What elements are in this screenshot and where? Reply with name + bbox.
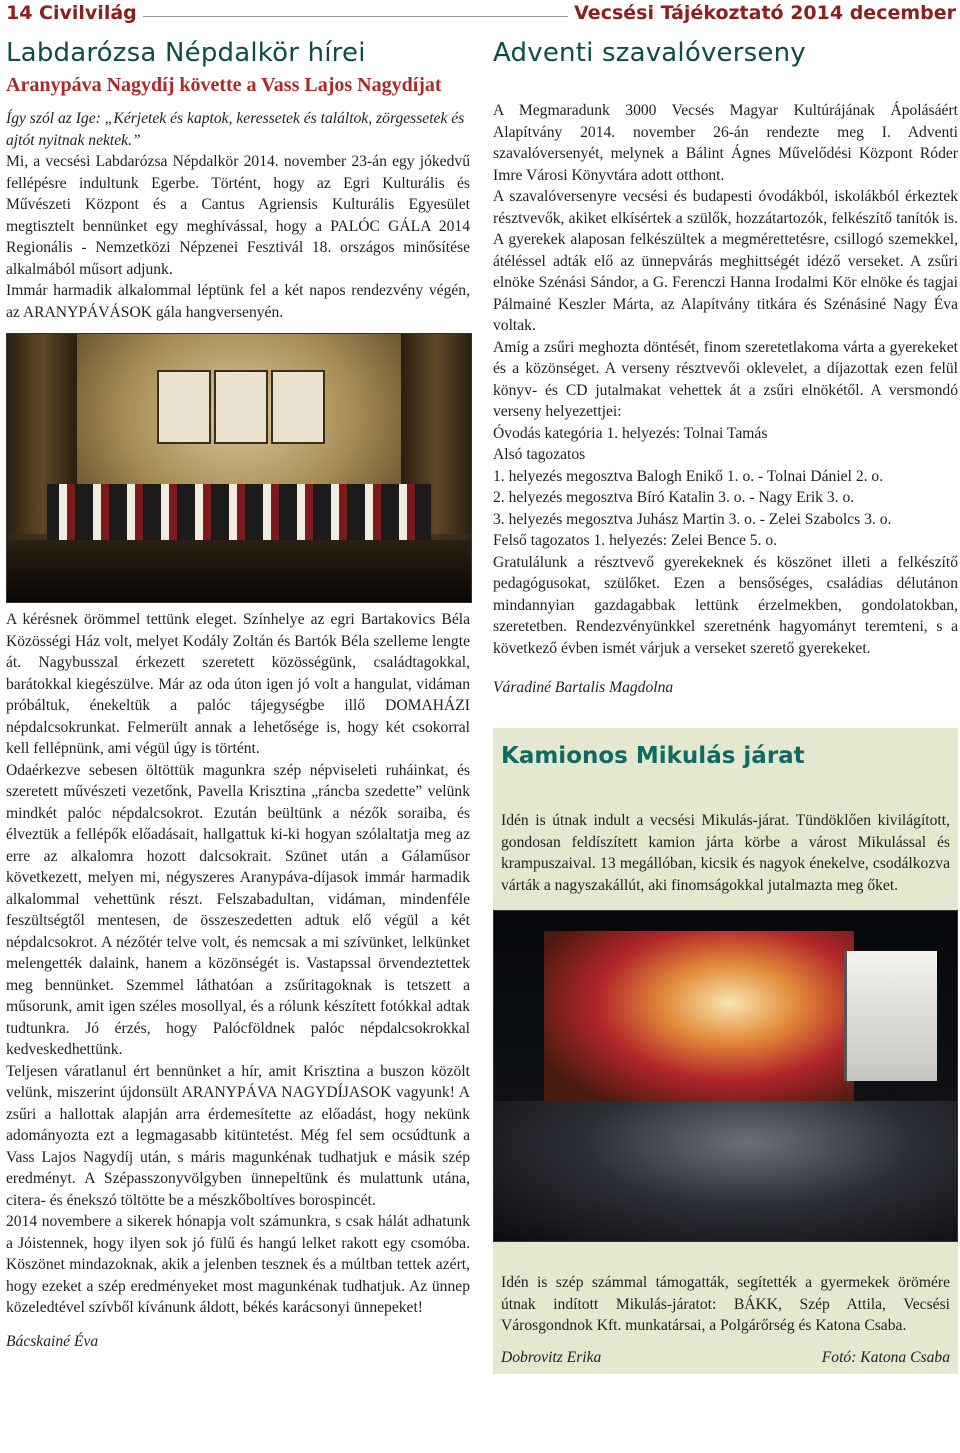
article-paragraph: A Megmaradunk 3000 Vecsés Magyar Kultúrájának Ápolásáért Alapítvány 2014. november 26-án rendezte meg I. Adventi szavalóversenyét, melynek a Bálint Ágnes Művelődési Központ Róder Imre Városi Könyvtára adott otthont. (493, 102, 958, 184)
result-line: 3. helyezés megosztva Juhász Martin 3. o. - Zelei Szabolcs 3. o. (493, 510, 892, 528)
photo-credit: Fotó: Katona Csaba (821, 1348, 950, 1366)
article-paragraph: A kérésnek örömmel tettünk eleget. Színhelye az egri Bartakovics Béla Közösségi Ház volt, melyet Kodály Zoltán és Bartók Béla szelleme lengte át. Nagybusszal érkezett szeretett közösségünk, családtagokkal, barátokkal kiegészülve. Már az oda úton igen jó volt a hangulat, vidáman próbáltuk, énekeltük a palóc tájegységbe illő DOMAHÁZI népdalcsokrunkat. Felmerült annak a lehetősége is, hogy két csokorral kell fellépnünk, ami végül úgy is történt. (6, 611, 470, 757)
box-paragraph: Idén is útnak indult a vecsési Mikulás-járat. Tündöklően kivilágított, gondosan feldíszített kamion járta körbe a várost Mikulással és krampuszaival. 13 megállóban, kicsik és nagyok énekelve, csodálkozva várták a nagyszakállút, aki finomságokkal jutalmazta meg őket. (501, 812, 950, 894)
stage-poster (157, 370, 211, 444)
article-title: Adventi szavalóverseny (493, 38, 806, 68)
bible-quote: Így szól az Ige: „Kérjetek és kaptok, keressetek és találtok, zörgessetek és ajtót nyitnak nektek.” (6, 110, 465, 149)
result-line: Felső tagozatos 1. helyezés: Zelei Bence 5. o. (493, 532, 778, 549)
lit-truck-trailer (544, 931, 854, 1111)
stage-poster (271, 370, 325, 444)
truck-cab (844, 951, 937, 1081)
box-text (493, 1242, 958, 1337)
box-paragraph: Idén is szép számmal támogatták, segítették a gyermekek örömére útnak indított Mikulás-járatot: BÁKK, Szép Attila, Vecsési Városgondnok Kft. munkatársai, a Polgárőrség és Katona Csaba. (501, 1274, 950, 1334)
stage-poster (214, 370, 268, 444)
stage-floor (7, 540, 471, 602)
publication-issue: Vecsési Tájékoztató 2014 december (568, 2, 956, 24)
page-number-section: 14 Civilvilág (6, 2, 143, 24)
result-line: Óvodás kategória 1. helyezés: Tolnai Tamás (493, 424, 768, 442)
result-line: 2. helyezés megosztva Bíró Katalin 3. o. - Nagy Erik 3. o. (493, 489, 855, 506)
box-author: Dobrovitz Erika (501, 1348, 602, 1366)
right-column (493, 36, 958, 1374)
article-paragraph: Odaérkezve sebesen öltöttük magunkra szép népviseleti ruháinkat, és szeretett művészeti vezetőnk, Pavella Krisztina „ráncba szedette” velünk mindkét palóc népdalcsokrot. Ezután beültünk a nézők soraiba, és élveztük a fellépők előadásait, hallgattuk ki-ki hogyan szólaltatja meg az erre az alkalomra hozott dalcsokrait. Szünet után a Gálaműsor következett, melyen mi, négyszeres Aranypáva-díjasok immár harmadik alkalommal vehettünk részt. Felszabadultan, vidáman, mindenféle feszültségtől mentesen, de összeszedetten adtuk elő végül a két népdalcsokrot. A nézőtér telve volt, és nemcsak a mi szívünket, lelkünket melengették dalaink, hanem a közönségét is. Vastapssal örvendeztettek meg bennünket. Szemmel láthatóan a zsűritagoknak is tetszett a műsorunk, amit igen széles mosollyal, és a rólunk készített fotókkal adtak tudtunkra. Jó érzés, hogy Palócföldnek palóc népdalcsokrokkal kedveskedhettünk. (6, 761, 470, 1058)
mikulas-box (493, 728, 958, 1374)
article-signature: Bácskainé Éva (6, 1332, 99, 1350)
article-subtitle: Aranypáva Nagydíj követte a Vass Lajos Nagydíjat (6, 74, 442, 96)
article-paragraph: A szavalóversenyre vecsési és budapesti óvodákból, iskolákból érkeztek résztvevők, akiket elkísértek a szülők, hozzátartozók, felkészítő tanítók is. A gyerekek alaposan felkészültek a megmérettetésre, csillogó szemekkel, átéléssel adták elő az ünnepvárás meghittségét idéző verseket. A zsűri elnöke Szénási Sándor, a G. Ferenczi Hanna Irodalmi Kör elnöke és tagjai Pálmainé Keszler Márta, az Alapítvány titkára és Szénásiné Nagy Éva voltak. (493, 188, 958, 334)
article-title: Labdarózsa Népdalkör hírei (6, 38, 366, 68)
article-signature: Váradiné Bartalis Magdolna (493, 679, 674, 696)
article-paragraph: 2014 novembere a sikerek hónapja volt számunkra, s csak hálát adhatunk a Jóistennek, hogy ilyen sok jó fülű és hangú lelket rakott egy csomóba. Köszönet mindazoknak, akik a jelenben tesznek és a múltban tettek azért, hogy ezeket a szép eredményeket most magunkénak tudhatjuk. Az ünnep közeledtével szívből kívánunk áldott, békés karácsonyi ünnepeket! (6, 1213, 470, 1316)
choir-stage-photo (6, 333, 472, 603)
article-paragraph: Mi, a vecsési Labdarózsa Népdalkör 2014. november 23-án egy jókedvű fellépésre indultunk Egerbe. Történt, hogy az Egri Kulturális és Művészeti Központ és a Cantus Agriensis Kulturális Egyesület megtisztelt bennünket egy meghívással, hogy a PALÓC GÁLA 2014 Regionális - Nemzetközi Népzenei Fesztivál 18. országos minősítése alkalmából műsort adjunk. (6, 153, 470, 278)
choir-members (47, 484, 431, 544)
box-title: Kamionos Mikulás járat (501, 743, 805, 769)
article-paragraph: Teljesen váratlanul ért bennünket a hír, amit Krisztina a buszon közölt velünk, miszerint újdonsült ARANYPÁVA NAGYDÍJASOK vagyunk! A zsűri a hallottak alapján arra érdemesítette az előadást, hogy nekünk adományozta ezt a legmagasabb kitüntetést. Még fel sem ocsúdtunk a Vass Lajos Nagydíj után, s máris magunkénak tudhatjuk e másik szép eredményt. A Szépasszonyvölgyben ünnepeltünk és mulattunk utána, citera- és énekszó töltötte be a mészkőboltíves borospincét. (6, 1062, 470, 1209)
left-column-article (6, 36, 470, 1352)
mikulas-truck-photo (493, 910, 958, 1242)
box-credits (493, 1337, 958, 1374)
article-body (493, 100, 958, 659)
article-paragraph: Amíg a zsűri meghozta döntését, finom szeretetlakoma várta a gyerekeket és a közönséget. A verseny résztvevői oklevelet, a díjazottak ezen felül könyv- és CD jutalmakat vehettek át a zsűri elnökétől. A versmondó verseny helyezettjei: (493, 338, 958, 420)
article-paragraph: Immár harmadik alkalommal léptünk fel a két napos rendezvény végén, az ARANYPÁVÁSOK gála hangversenyén. (6, 282, 470, 321)
box-text (493, 790, 958, 896)
result-line: 1. helyezés megosztva Balogh Enikő 1. o. - Tolnai Dániel 2. o. (493, 467, 884, 485)
article-paragraph: Gratulálunk a résztvevő gyerekeknek és köszönet illeti a felkészítő pedagógusokat, szülőket. Ezen a bensőséges, családias délutánon mindannyian gazdagabbak lettünk érzelmekben, gondolatokban, szeretetben. Rendezvényünkkel szeretnénk hagyományt teremteni, s a következő évben ismét várjuk a verseket szerető gyerekeket. (493, 553, 958, 657)
crowd (494, 1101, 957, 1241)
article-body (6, 609, 470, 1319)
page-header (6, 2, 956, 32)
result-line: Alsó tagozatos (493, 446, 586, 463)
